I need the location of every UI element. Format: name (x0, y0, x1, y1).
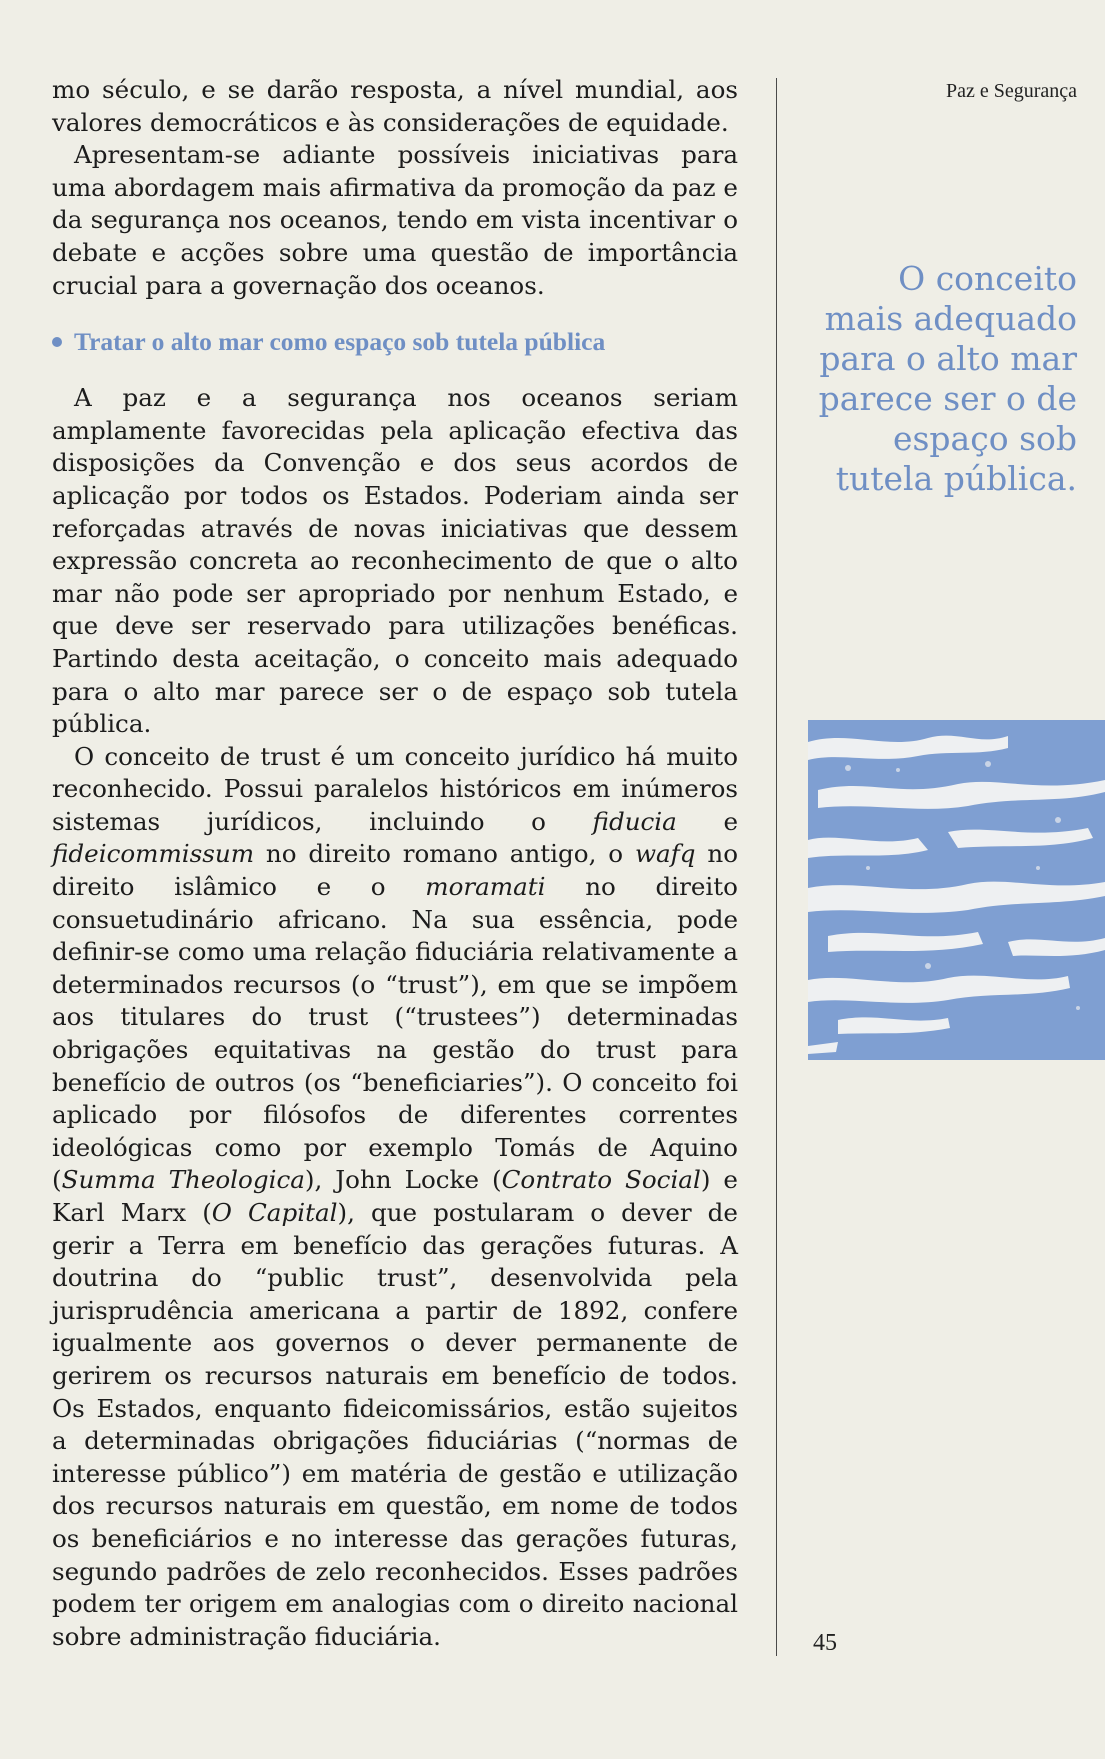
bullet-dot-icon (52, 337, 62, 347)
paragraph-initiatives: Apresentam-se adiante possíveis iniciativas para uma abordagem mais afirmativa da promoção da paz e da segurança nos oceanos, tendo em vista incentivar o debate e acções sobre uma questão de importância crucial para a governação dos oceanos. (52, 140, 738, 300)
column-divider (776, 78, 777, 1656)
section-heading-text: Tratar o alto mar como espaço sob tutela pública (74, 327, 606, 357)
main-text-column (52, 74, 738, 1653)
paragraph-peace-security: A paz e a segurança nos oceanos seriam amplamente favorecidas pela aplicação efectiva das disposições da Convenção e dos seus acordos de aplicação por todos os Estados. Poderiam ainda ser reforçadas através de novas iniciativas que dessem expressão concreta ao reconhecimento de que o alto mar não pode ser apropriado por nenhum Estado, e que deve ser reservado para utilizações benéficas. Partindo desta aceitação, o conceito mais adequado para o alto mar parece ser o de espaço sob tutela pública. (52, 383, 738, 739)
page-number: 45 (813, 1630, 837, 1656)
paragraph-continuation: mo século, e se darão resposta, a nível mundial, aos valores democráticos e às considerações de equidade. (52, 75, 738, 137)
pull-quote: O conceito mais adequado para o alto mar parece ser o de espaço sob tutela pública. (818, 259, 1077, 498)
section-heading (52, 326, 738, 358)
sea-waves-image (808, 720, 1105, 1060)
paragraph-trust-concept: O conceito de trust é um conceito jurídico há muito reconhecido. Possui paralelos históricos em inúmeros sistemas jurídicos, incluindo o fiducia e fideicommissum no direito romano antigo, o wafq no direito islâmico e o moramati no direito consuetudinário africano. Na sua essência, pode definir-se como uma relação fiduciária relativamente a determinados recursos (o “trust”), em que se impõem aos titulares do trust (“trustees”) determinadas obrigações equitativas na gestão do trust para benefício de outros (os “beneficiaries”). O conceito foi aplicado por filósofos de diferentes correntes ideológicas como por exemplo Tomás de Aquino (Summa Theologica), John Locke (Contrato Social) e Karl Marx (O Capital), que postularam o dever de gerir a Terra em benefício das gerações futuras. A doutrina do “public trust”, desenvolvida pela jurisprudência americana a partir de 1892, confere igualmente aos governos o dever permanente de gerirem os recursos naturais em benefício de todos. Os Estados, enquanto fideicomissários, estão sujeitos a determinadas obrigações fiduciárias (“normas de interesse público”) em matéria de gestão e utilização dos recursos naturais em questão, em nome de todos os beneficiários e no interesse das gerações futuras, segundo padrões de zelo reconhecidos. Esses padrões podem ter origem em analogias com o direito nacional sobre administração fiduciária. (52, 741, 739, 1651)
running-head: Paz e Segurança (945, 80, 1077, 102)
